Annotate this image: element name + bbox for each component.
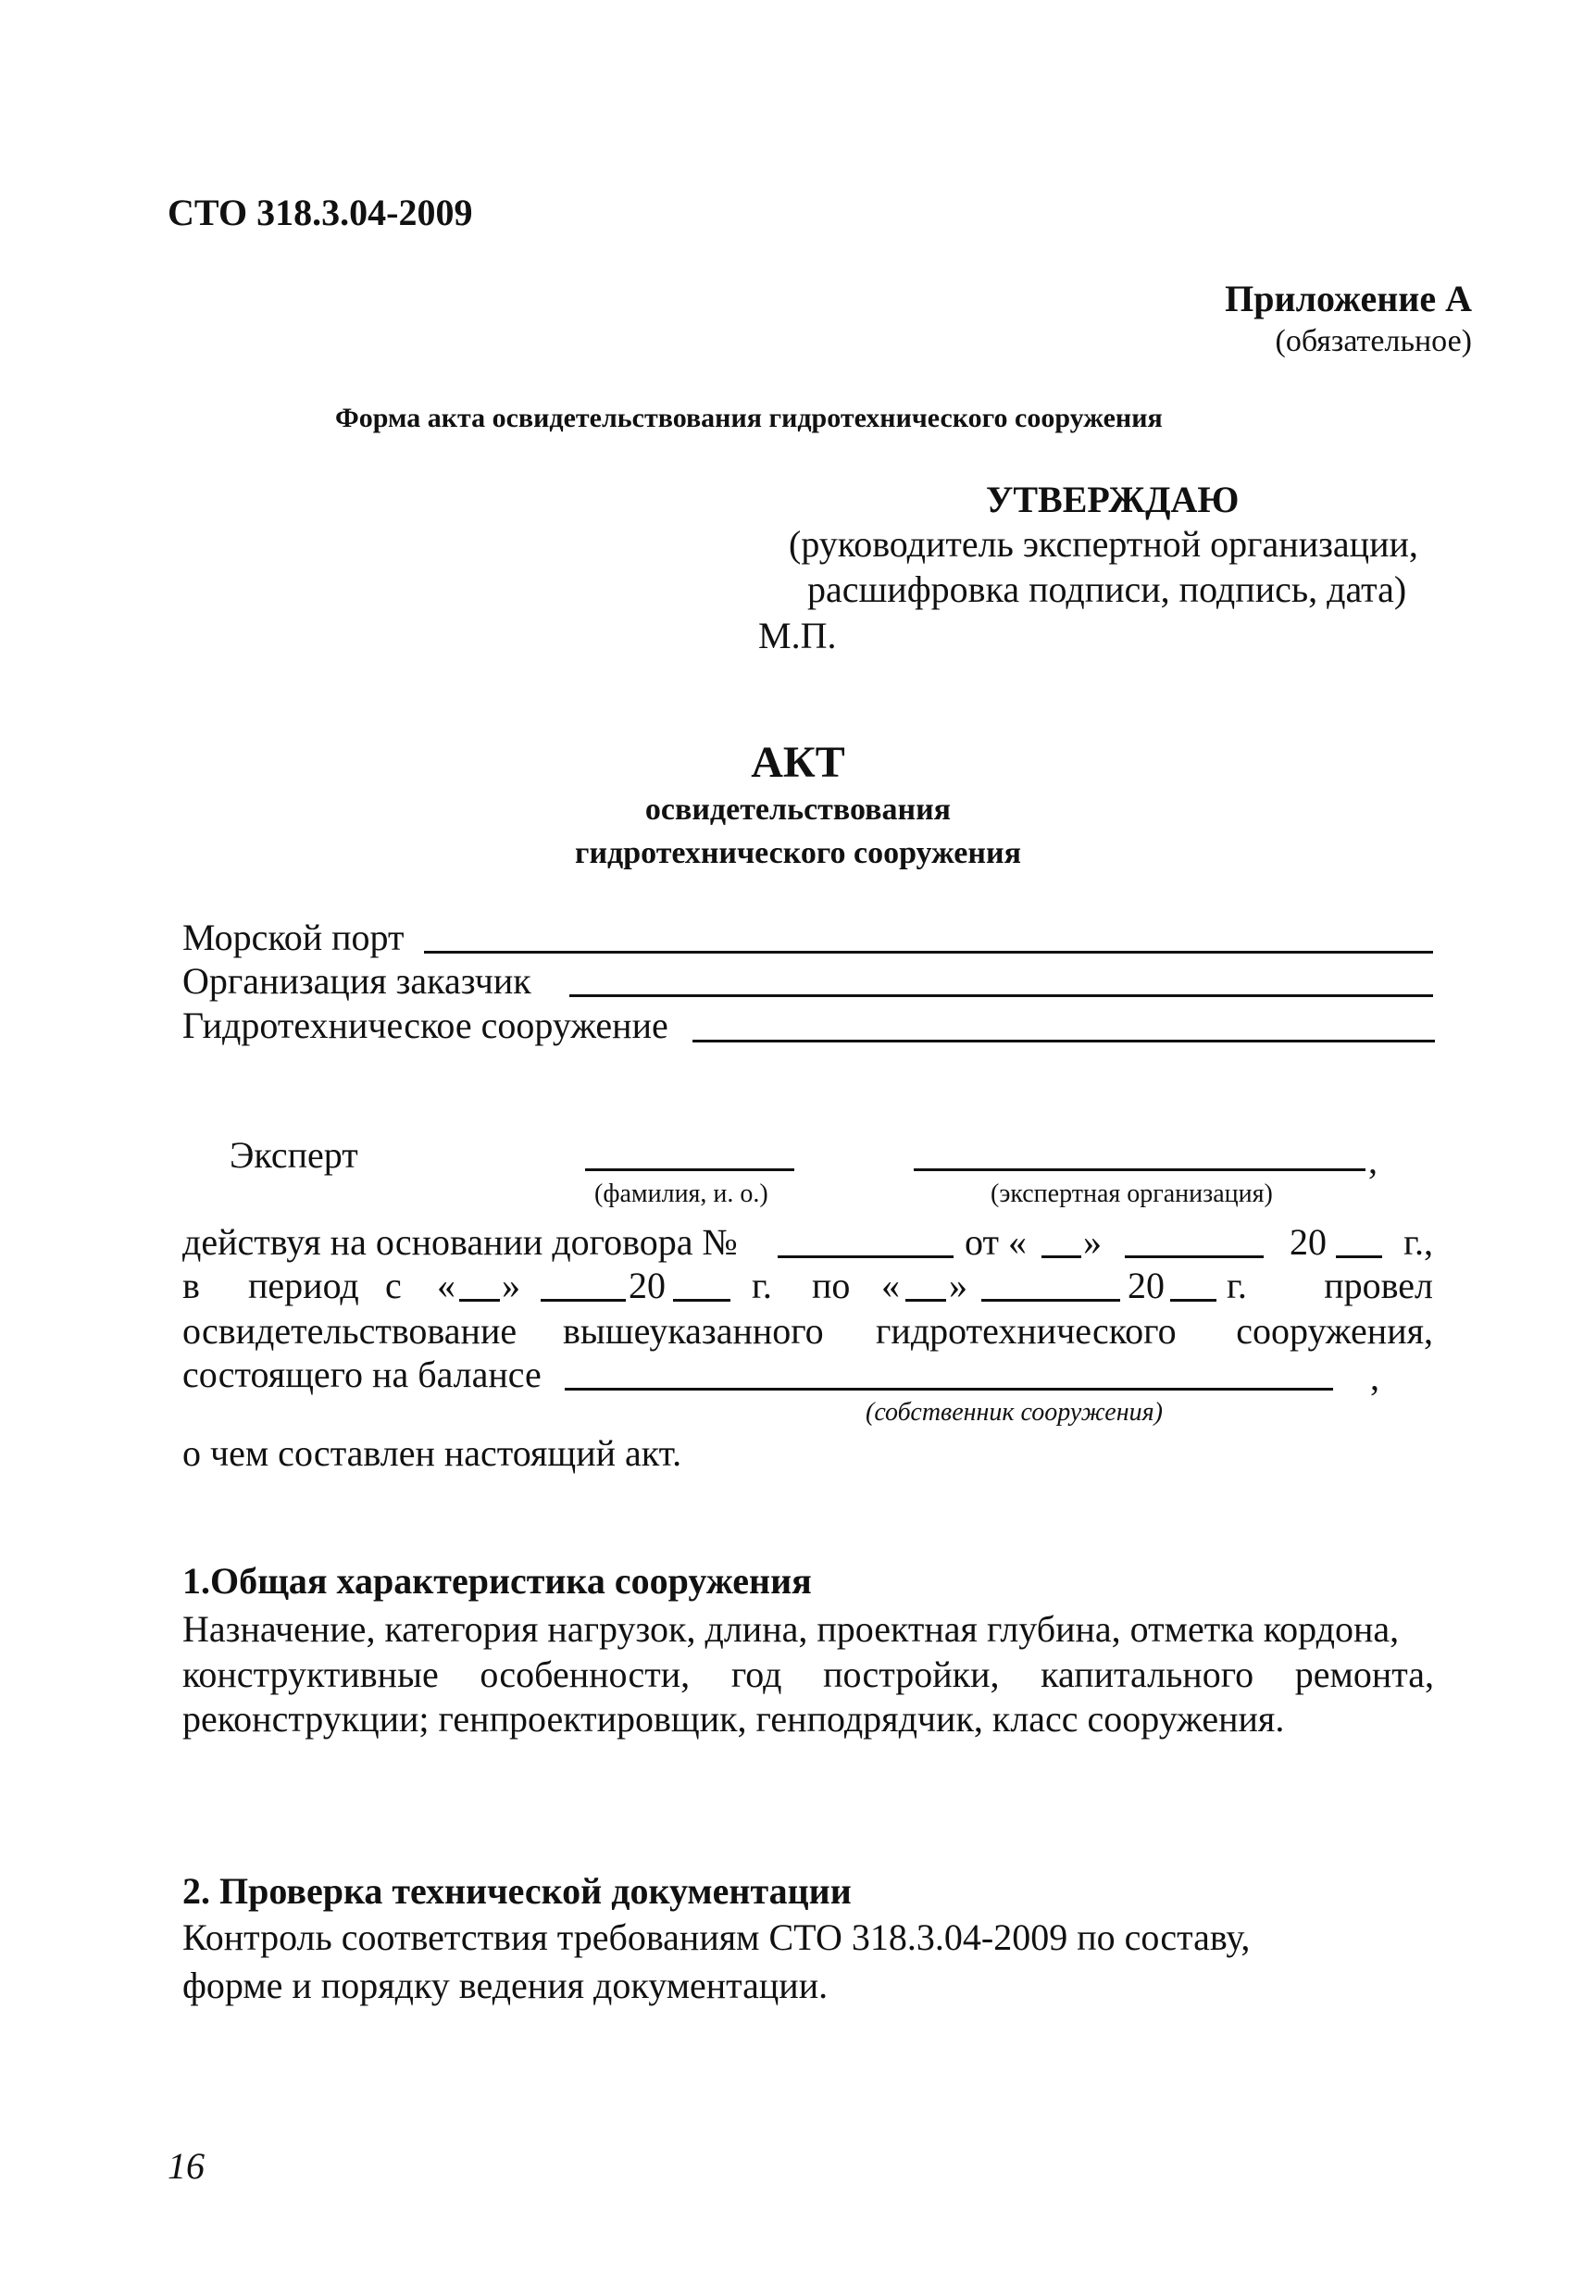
contract-from: от «	[965, 1221, 1027, 1263]
period-word: 20	[629, 1265, 666, 1306]
contract-close-quote: »	[1083, 1221, 1102, 1263]
period-word: «	[881, 1265, 900, 1306]
survey-word: освидетельствование	[182, 1310, 517, 1352]
act-title: АКТ	[751, 738, 845, 787]
section-1-text-line-2: конструктивные особенности, год постройки, капитального ремонта,	[182, 1653, 1434, 1695]
conclusion-text: о чем составлен настоящий акт.	[182, 1432, 682, 1474]
section-2-text-line-2: форме и порядку ведения документации.	[182, 1965, 829, 2006]
balance-owner-hint: (собственник сооружения)	[866, 1398, 1163, 1427]
balance-label: состоящего на балансе	[182, 1354, 542, 1395]
balance-comma: ,	[1370, 1356, 1379, 1398]
appendix-note: (обязательное)	[1275, 324, 1472, 358]
structure-label: Гидротехническое сооружение	[182, 1004, 668, 1046]
survey-word: вышеуказанного	[563, 1310, 824, 1352]
act-subtitle-2: гидротехнического сооружения	[575, 836, 1021, 870]
appendix-title: Приложение А	[1225, 278, 1472, 319]
period-word: г.	[1227, 1265, 1247, 1306]
period-word: »	[949, 1265, 967, 1306]
contract-month-line[interactable]	[1125, 1255, 1264, 1258]
contract-year-suffix: г.,	[1403, 1221, 1433, 1263]
stamp-label: М.П.	[758, 615, 837, 656]
balance-owner-line[interactable]	[565, 1388, 1333, 1391]
period-word: период	[248, 1265, 359, 1306]
approval-line-2: расшифровка подписи, подпись, дата)	[807, 568, 1407, 610]
period-word: г.	[752, 1265, 772, 1306]
port-input-line[interactable]	[424, 951, 1433, 954]
period-end-year-line[interactable]	[1170, 1299, 1216, 1302]
period-word: с	[385, 1265, 402, 1306]
customer-label: Организация заказчик	[182, 960, 531, 1002]
section-1-title: 1.Общая характеристика сооружения	[182, 1560, 812, 1602]
section-2-text-line-1: Контроль соответствия требованиям СТО 318.3.04-2009 по составу,	[182, 1916, 1251, 1958]
contract-text: действуя на основании договора №	[182, 1221, 738, 1263]
port-label: Морской порт	[182, 917, 405, 958]
expert-org-hint: (экспертная организация)	[991, 1179, 1273, 1208]
section-1-text-line-3: реконструкции; генпроектировщик, генподрядчик, класс сооружения.	[182, 1698, 1285, 1740]
period-word: в	[182, 1265, 200, 1306]
expert-name-line[interactable]	[585, 1168, 794, 1171]
survey-word: сооружения,	[1236, 1310, 1433, 1352]
act-subtitle-1: освидетельствования	[644, 792, 952, 827]
document-code: СТО 318.3.04-2009	[168, 192, 473, 233]
expert-name-hint: (фамилия, и. о.)	[594, 1179, 768, 1208]
period-end-month-line[interactable]	[981, 1299, 1120, 1302]
contract-number-line[interactable]	[778, 1255, 954, 1258]
form-title: Форма акта освидетельствования гидротехнического сооружения	[335, 403, 1163, 433]
period-end-day-line[interactable]	[905, 1299, 946, 1302]
contract-year-prefix: 20	[1290, 1221, 1327, 1263]
page-number: 16	[168, 2145, 205, 2187]
period-start-day-line[interactable]	[459, 1299, 500, 1302]
contract-day-line[interactable]	[1041, 1255, 1081, 1258]
structure-input-line[interactable]	[692, 1040, 1435, 1042]
section-1-text-line-1: Назначение, категория нагрузок, длина, проектная глубина, отметка кордона,	[182, 1608, 1400, 1650]
period-start-year-line[interactable]	[673, 1299, 730, 1302]
period-start-month-line[interactable]	[541, 1299, 626, 1302]
section-2-title: 2. Проверка технической документации	[182, 1870, 852, 1912]
expert-label: Эксперт	[230, 1134, 358, 1176]
survey-word: гидротехнического	[876, 1310, 1177, 1352]
period-word: по	[812, 1265, 851, 1306]
expert-comma: ,	[1368, 1140, 1378, 1181]
expert-org-line[interactable]	[914, 1168, 1365, 1171]
period-word: «	[437, 1265, 455, 1306]
approval-line-1: (руководитель экспертной организации,	[789, 523, 1418, 565]
period-word: провел	[1324, 1265, 1433, 1306]
period-word: »	[502, 1265, 520, 1306]
customer-input-line[interactable]	[569, 994, 1433, 997]
approval-title: УТВЕРЖДАЮ	[986, 479, 1240, 520]
period-word: 20	[1128, 1265, 1165, 1306]
